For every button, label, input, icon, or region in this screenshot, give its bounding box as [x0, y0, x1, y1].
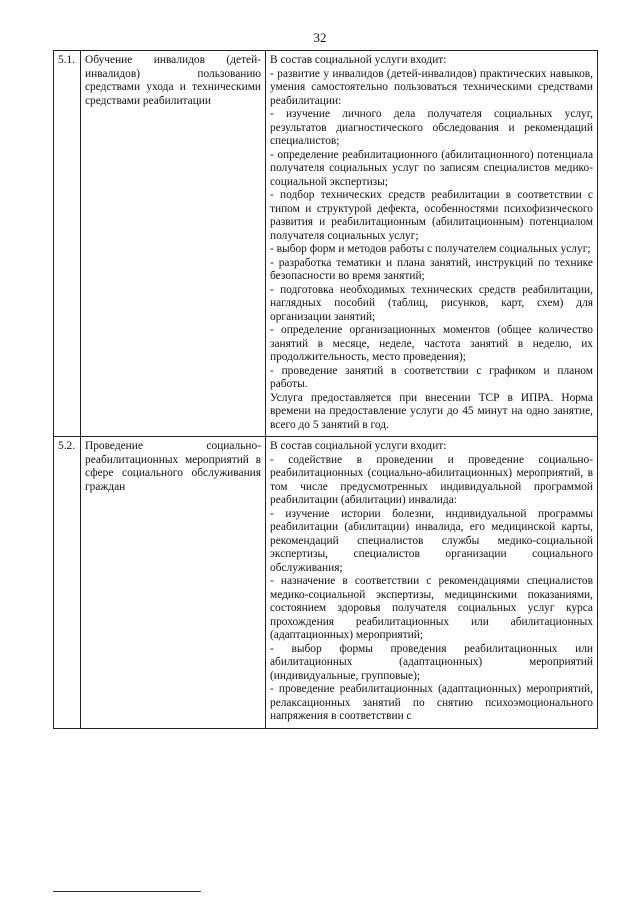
page-number: 32: [313, 30, 327, 45]
description-line: Услуга предоставляется при внесении ТСР в ИПРА. Норма времени на предоставление услуги до 45 минут на одно занятие, всего до 5 занятий в год.: [270, 391, 593, 431]
service-description: [266, 51, 598, 437]
table-row: [54, 51, 598, 437]
description-line: - разработка тематики и плана занятий, инструкций по технике безопасности во время занятий;: [270, 256, 593, 282]
row-number: 5.2.: [54, 437, 81, 729]
description-line: - проведение занятий в соответствии с графиком и планом работы.: [270, 364, 593, 390]
description-line: - определение реабилитационного (абилитационного) потенциала получателя социальных услуг по записям специалистов медико-социальной экспертизы;: [270, 148, 593, 188]
description-line: - выбор форм и методов работы с получателем социальных услуг;: [270, 243, 591, 255]
description-line: - выбор формы проведения реабилитационных или абилитационных (адаптационных) мероприятий (индивидуальные, групповые);: [270, 642, 593, 682]
description-line: - проведение реабилитационных (адаптационных) мероприятий, релаксационных занятий по снятию психоэмоционального напряжения в соответствии с: [270, 683, 593, 722]
description-line: - определение организационных моментов (общее количество занятий в месяце, неделе, частота занятий в неделю, их продолжительность, место проведения);: [270, 324, 593, 363]
description-line: - содействие в проведении и проведение социально-реабилитационных (социально-абилитационных) мероприятий, в том числе предусмотренных индивидуальной программой реабилитации (абилитации) инвалида:: [270, 453, 593, 506]
row-number: 5.1.: [54, 51, 81, 437]
description-line: В состав социальной услуги входит:: [270, 440, 447, 452]
services-table: [53, 50, 598, 729]
description-line: - подготовка необходимых технических средств реабилитации, наглядных пособий (таблиц, рисунков, карт, схем) для организации занятий;: [270, 283, 593, 323]
description-line: - изучение личного дела получателя социальных услуг, результатов диагностического обследования и рекомендаций специалистов;: [270, 108, 593, 147]
service-name: Обучение инвалидов (детей-инвалидов) пользованию средствами ухода и техническими средствами реабилитации: [81, 51, 266, 437]
service-name: Проведение социально-реабилитационных мероприятий в сфере социального обслуживания граждан: [81, 437, 266, 729]
table-row: [54, 437, 598, 729]
description-line: - изучение истории болезни, индивидуальной программы реабилитации (абилитации) инвалида, его медицинской карты, рекомендаций специалистов службы медико-социальной экспертизы, специалистов организации социального обслуживания;: [270, 507, 593, 574]
description-line: - назначение в соответствии с рекомендациями специалистов медико-социальной экспертизы, медицинскими показаниями, состоянием здоровья получателя социальных услуг курса прохождения реабилитационных или абилитационных (адаптационных) мероприятий;: [270, 575, 593, 641]
description-line: - развитие у инвалидов (детей-инвалидов) практических навыков, умения самостоятельно пользоваться техническими средствами реабилитации:: [270, 67, 593, 107]
footnote-divider: [53, 891, 201, 892]
description-line: - подбор технических средств реабилитации в соответствии с типом и структурой дефекта, особенностями психофизического развития и реабилитационным (абилитационным) потенциалом получателя социальных услуг;: [270, 189, 593, 242]
service-description: [266, 437, 598, 729]
description-line: В состав социальной услуги входит:: [270, 54, 447, 66]
